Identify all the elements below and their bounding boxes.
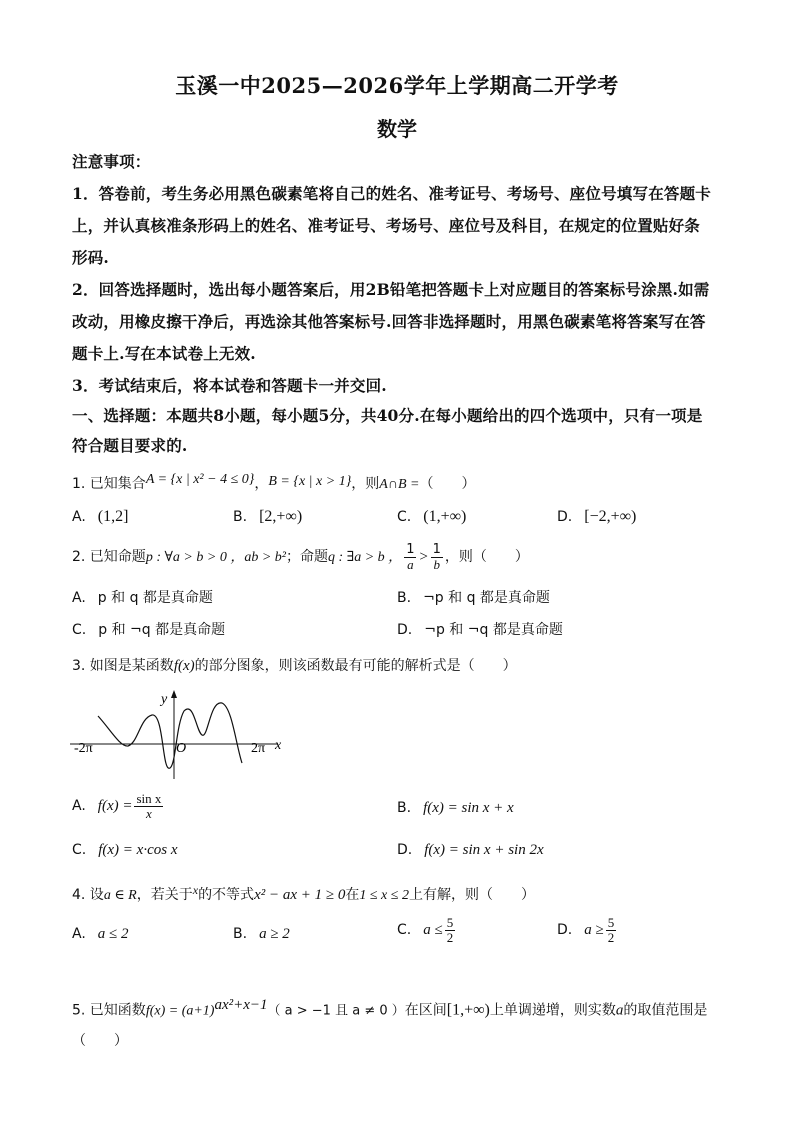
option-label: C. — [397, 922, 412, 939]
option-label: C. — [397, 509, 412, 525]
option-label: C. — [72, 622, 87, 638]
q3-option-b[interactable] — [397, 800, 514, 817]
pos-2pi-label: 2π — [251, 741, 266, 756]
option-label: B. — [233, 509, 248, 525]
q5-tail: 的取值范围是 — [623, 1002, 708, 1019]
q5-exponent: ax²+x−1 — [214, 997, 268, 1013]
q5-interval: [1,+∞) — [446, 1001, 490, 1019]
note-2-line-2: 改动，用橡皮擦干净后，再选涂其他答案标号.回答非选择题时，用黑色碳素笔将答案写在答 — [72, 312, 706, 331]
q5-prefix: 5. 已知函数 — [72, 1002, 146, 1019]
q2-prefix: 2. 已知命题 — [72, 549, 146, 566]
q4-x: x — [192, 883, 199, 897]
y-axis-arrow — [171, 690, 177, 698]
option-value: p 和 q 都是真命题 — [97, 590, 213, 606]
q5-condition: （ a > −1 且 a ≠ 0 ） — [267, 1003, 405, 1019]
option-label: D. — [397, 842, 413, 858]
section-1-line-1: 一、选择题：本题共8小题，每小题5分，共40分.在每小题给出的四个选项中，只有一项是 — [72, 406, 703, 425]
notes-heading: 注意事项： — [72, 152, 151, 171]
q2-option-d[interactable] — [397, 619, 563, 639]
q3-option-d[interactable] — [397, 842, 544, 859]
option-label: A. — [72, 798, 86, 815]
question-1-stem — [72, 473, 727, 493]
option-value: [−2,+∞) — [584, 508, 637, 525]
exam-title: 玉溪一中2025—2026学年上学期高二开学考 — [175, 73, 619, 98]
q4-range: 1 ≤ x ≤ 2 — [359, 888, 409, 903]
question-3-stem — [72, 655, 727, 675]
q1-set-b: B = {x | x > 1} — [268, 474, 352, 489]
option-lhs: a ≤ — [423, 922, 443, 939]
q1-suffix: ，则 — [351, 476, 380, 492]
option-value: f(x) = sin x + sin 2x — [424, 842, 544, 858]
subject-title: 数学 — [377, 117, 417, 141]
q2-suffix: ，则（ ） — [444, 549, 529, 566]
option-value: f(x) = sin x + x — [423, 800, 514, 816]
q2-proposition-p: p : ∀a > b > 0 ，ab > b² — [145, 550, 286, 566]
q2-proposition-q: q : ∃a > b ， — [327, 550, 403, 566]
q3-fx: f(x) — [173, 658, 195, 674]
note-1-line-2: 上，并认真核准条形码上的姓名、准考证号、考场号、座位号及科目，在规定的位置贴好条 — [72, 216, 701, 235]
q5-mid: 在区间 — [404, 1002, 447, 1019]
option-value: p 和 ¬q 都是真命题 — [98, 622, 226, 638]
q4-option-d[interactable] — [557, 916, 618, 944]
q2-option-b[interactable] — [397, 587, 550, 607]
q2-option-c[interactable] — [72, 619, 225, 639]
q4-mid2: 的不等式 — [198, 887, 255, 903]
q1-option-a[interactable] — [72, 508, 128, 526]
option-label: B. — [397, 590, 412, 606]
q1-set-a: A = {x | x² − 4 ≤ 0} — [145, 472, 255, 487]
option-value: ¬p 和 q 都是真命题 — [423, 590, 550, 606]
option-lhs: f(x) = — [97, 798, 133, 815]
option-value: (1,2] — [97, 508, 129, 525]
question-4-stem — [72, 884, 727, 904]
option-value: [2,+∞) — [259, 508, 303, 525]
q5-suffix: 上单调递增，则实数 — [489, 1002, 616, 1019]
q2-option-a[interactable] — [72, 587, 213, 607]
q2-fraction-1: $\frac{1}{a}$ — [406, 542, 415, 572]
q1-option-b[interactable] — [233, 508, 302, 526]
q4-inequality: x² − ax + 1 ≥ 0 — [254, 887, 346, 903]
q2-mid: ；命题 — [285, 549, 328, 566]
note-1-line-1: 1．答卷前，考生务必用黑色碳素笔将自己的姓名、准考证号、考场号、座位号填写在答题卡 — [72, 184, 711, 203]
q5-paren: （ ） — [72, 1033, 128, 1049]
q1-prefix: 1. 已知集合 — [72, 476, 146, 492]
q4-mid1: ，若关于 — [136, 887, 193, 903]
question-2-stem — [72, 543, 727, 571]
option-label: D. — [557, 922, 573, 939]
function-curve — [98, 703, 242, 768]
q4-a-in-r: a ∈ R — [103, 888, 137, 903]
q4-option-b[interactable] — [233, 926, 290, 943]
option-label: D. — [557, 509, 573, 525]
q4-prefix: 4. 设 — [72, 887, 104, 903]
note-3: 3．考试结束后，将本试卷和答题卡一并交回. — [72, 376, 387, 395]
neg-2pi-label: -2π — [74, 741, 93, 756]
option-fraction: $\frac{5}{2}$ — [607, 915, 615, 945]
question-5-stem — [72, 997, 727, 1020]
q1-paren: （ ） — [419, 476, 476, 492]
q2-gt: > — [418, 549, 429, 566]
origin-label: O — [176, 741, 187, 756]
q3-prefix: 3. 如图是某函数 — [72, 658, 174, 674]
q4-option-a[interactable] — [72, 926, 129, 943]
option-fraction: $\frac{\text{sin x}}{x}$ — [136, 791, 162, 821]
q5-function: f(x) = (a+1) — [145, 1003, 215, 1019]
q3-option-c[interactable] — [72, 842, 177, 859]
q1-expr: A∩B = — [379, 477, 420, 492]
q2-fraction-2: $\frac{1}{b}$ — [432, 542, 441, 572]
function-graph — [66, 685, 296, 785]
option-value: (1,+∞) — [423, 508, 467, 525]
note-2-line-1: 2．回答选择题时，选出每小题答案后，用2B铅笔把答题卡上对应题目的答案标号涂黑.如需 — [72, 280, 710, 299]
option-label: A. — [72, 509, 86, 525]
option-label: B. — [233, 926, 248, 942]
option-label: D. — [397, 622, 413, 638]
note-1-line-3: 形码. — [72, 248, 109, 267]
note-2-line-3: 题卡上.写在本试卷上无效. — [72, 344, 256, 363]
option-fraction: $\frac{5}{2}$ — [446, 915, 454, 945]
option-label: C. — [72, 842, 87, 858]
q1-sep: ， — [254, 476, 269, 492]
q1-option-d[interactable] — [557, 508, 636, 526]
q3-option-a[interactable] — [72, 792, 165, 820]
option-value: f(x) = x·cos x — [98, 842, 178, 858]
q4-suffix: 上有解，则（ ） — [408, 887, 535, 903]
option-label: B. — [397, 800, 412, 816]
q5-a: a — [615, 1002, 624, 1019]
q4-mid3: 在 — [345, 887, 360, 903]
option-value: a ≥ 2 — [259, 926, 290, 942]
q3-suffix: 的部分图象，则该函数最有可能的解析式是（ ） — [194, 658, 517, 674]
section-1-line-2: 符合题目要求的. — [72, 436, 188, 455]
x-label: x — [275, 738, 282, 753]
y-label: y — [161, 692, 168, 707]
q4-option-c[interactable] — [397, 916, 457, 944]
option-label: A. — [72, 590, 86, 606]
option-value: ¬p 和 ¬q 都是真命题 — [424, 622, 563, 638]
option-lhs: a ≥ — [584, 922, 604, 939]
option-value: a ≤ 2 — [97, 926, 129, 942]
option-label: A. — [72, 926, 86, 942]
q1-option-c[interactable] — [397, 508, 466, 526]
